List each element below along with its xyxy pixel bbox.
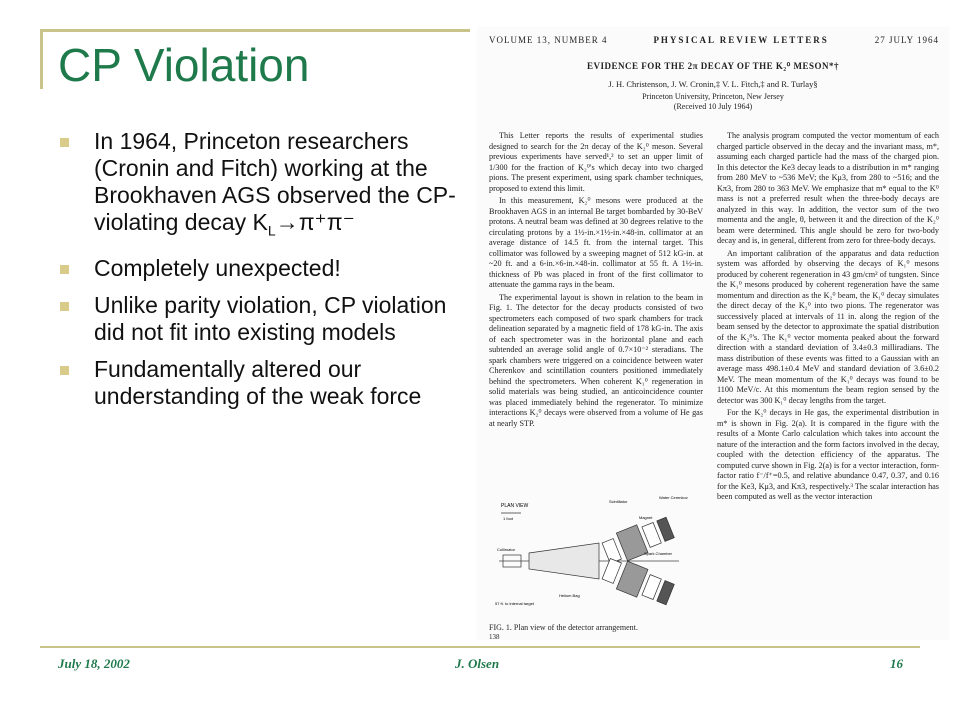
bullet-text: In 1964, Princeton researchers (Cronin and Fitch) working at the Brookhaven AGS observed the CP-violating decay K <box>94 128 456 235</box>
paper-title: EVIDENCE FOR THE 2π DECAY OF THE K₂⁰ MESON*† <box>587 61 839 71</box>
paper-scan <box>477 27 949 640</box>
footer-date: July 18, 2002 <box>58 656 130 671</box>
paper-left-column <box>489 131 703 431</box>
bullet-item <box>56 255 476 282</box>
footer-page-number: 16 <box>890 656 903 671</box>
figure-label-magnet: Magnet <box>639 515 653 520</box>
frame-bottom-line <box>40 646 920 648</box>
paper-paragraph: In this measurement, K₂⁰ mesons were produced at the Brookhaven AGS in an internal Be target bombarded by 30-BeV protons. A neutral beam was defined at 30 degrees relative to the circulating protons by a 1½-in.×1½-in.×48-in. collimator at an average distance of 14.5 ft. from the internal target. This collimator was followed by a sweeping magnet of 512 kG-in. at ~20 ft. and a 6-in.×6-in.×48-in. collimator at 55 ft. A 1½-in. thickness of Pb was placed in front of the first collimator to attenuate the gamma rays in the beam. <box>489 196 703 289</box>
footer-author: J. Olsen <box>455 656 500 671</box>
figure-spark-chamber <box>642 575 661 600</box>
paper-journal: PHYSICAL REVIEW LETTERS <box>653 35 829 45</box>
figure-helium-bag <box>529 543 599 579</box>
figure-spark-chamber <box>642 522 661 547</box>
paper-page-number: 138 <box>489 633 500 640</box>
figure-label-collimator: Collimator <box>497 547 516 552</box>
figure-label-scale: 1 foot <box>503 516 514 521</box>
paper-header <box>489 35 939 45</box>
paper-date: 27 JULY 1964 <box>874 35 939 45</box>
bullet-subscript: L <box>267 222 276 239</box>
bullet-item <box>56 128 476 245</box>
bullet-text: Fundamentally altered our understanding of the weak force <box>94 355 422 409</box>
figure-caption: FIG. 1. Plan view of the detector arrangement. <box>489 623 638 632</box>
figure-label-plan-view: PLAN VIEW <box>501 503 529 509</box>
paper-affiliation <box>477 92 949 112</box>
bullet-item <box>56 292 476 346</box>
bullet-item <box>56 356 476 410</box>
bullet-square-icon <box>60 302 69 311</box>
paper-institution: Princeton University, Princeton, New Jersey <box>642 92 784 101</box>
figure-spark-chamber <box>602 559 621 584</box>
bullet-text: Unlike parity violation, CP violation did not fit into existing models <box>94 291 447 345</box>
figure-label-scintillator: Scintillator <box>609 499 628 504</box>
figure-label-target-note: 57 ft. to internal target <box>495 601 534 606</box>
bullet-list <box>56 128 476 420</box>
paper-paragraph: For the K₂⁰ decays in He gas, the experimental distribution in m* is shown in Fig. 2(a). It is compared in the figure with the results of a Monte Carlo calculation which takes into account the nature of the interaction and the form factors involved in the decay, coupled with the detection efficiency of the apparatus. The computed curve shown in Fig. 2(a) is for a vector interaction, form-factor ratio f⁻/f⁺=0.5, and relative abundance 0.47, 0.37, and 0.16 for the Ke3, Kμ3, and Kπ3, respectively.³ The scalar interaction has been computed as well as the vector interaction <box>717 408 939 501</box>
bullet-square-icon <box>60 265 69 274</box>
paper-paragraph: This Letter reports the results of experimental studies designed to search for the 2π decay of the K₂⁰ meson. Several previous experiments have served¹,² to set an upper limit of 1/300 for the fraction of K₂⁰'s which decay into two charged pions. The present experiment, using spark chamber techniques, proposed to extend this limit. <box>489 131 703 193</box>
detector-figure <box>489 493 703 623</box>
figure-label-water-cerenkov: Water Cerenkov <box>659 495 688 500</box>
figure-label-spark-chamber: Spark Chamber <box>644 551 673 556</box>
frame-left-line <box>40 29 43 89</box>
bullet-decay: →π⁺π⁻ <box>275 209 355 235</box>
paper-paragraph: An important calibration of the apparatus and data reduction system was afforded by observing the decays of K₁⁰ mesons produced by coherent regeneration in 43 gm/cm² of tungsten. Since the K₁⁰ mesons produced by coherent regeneration have the same momentum and direction as the K₂⁰ beam, the K₁⁰ decay simulates the direct decay of the K₂⁰ into two pions. The regenerator was successively placed at intervals of 11 in. along the region of the beam sensed by the detector to approximate the spatial distribution of the K₂⁰'s. The K₁⁰ vector momenta peaked about the forward direction with a standard deviation of 3.4±0.3 milliradians. The mass distribution of these events was fitted to a Gaussian with an average mass 498.1±0.4 MeV and standard deviation of 3.6±0.2 MeV. The mean momentum of the K₁⁰ decays was found to be 1100 MeV/c. At this momentum the beam region sensed by the detector was 300 K₁⁰ decay lengths from the target. <box>717 248 939 405</box>
figure-lower-spectrometer <box>601 555 676 609</box>
paper-paragraph: The experimental layout is shown in relation to the beam in Fig. 1. The detector for the decay products consisted of two spectrometers each composed of two spark chambers for track delineation separated by a magnetic field of 178 kG-in. The axis of each spectrometer was in the horizontal plane and each subtended an average solid angle of 0.7×10⁻² steradians. The spark chambers were triggered on a coincidence between water Cherenkov and scintillation counters positioned immediately behind the spectrometers. When coherent K₁⁰ regeneration in solid materials was being studied, an anticoincidence counter was placed immediately behind the regenerator. To minimize interactions K₂⁰ decays were observed from a volume of He gas at nearly STP. <box>489 292 703 428</box>
slide-title: CP Violation <box>58 39 310 91</box>
bullet-text: Completely unexpected! <box>94 254 341 281</box>
bullet-square-icon <box>60 366 69 375</box>
paper-paragraph: The analysis program computed the vector momentum of each charged particle observed in the decay and the invariant mass, m*, assuming each charged particle had the mass of the charged pion. In this detector the Ke3 decay leads to a distribution in m* ranging from 280 MeV to ~536 MeV; the Kμ3, from 280 to ~516; and the Kπ3, from 280 to 363 MeV. We emphasize that m* equal to the K⁰ mass is not a preferred result when the three-body decays are analyzed in this way. In addition, the vector sum of the two momenta and the angle, θ, between it and the direction of the K₂⁰ beam were determined. This angle should be zero for two-body decay and is, in general, different from zero for three-body decays. <box>717 131 939 245</box>
frame-top-line <box>40 29 470 32</box>
paper-volume: VOLUME 13, NUMBER 4 <box>489 35 608 45</box>
paper-received: (Received 10 July 1964) <box>673 102 753 111</box>
bullet-square-icon <box>60 138 69 147</box>
paper-right-column <box>717 131 939 505</box>
figure-label-helium-bag: Helium Bag <box>559 593 580 598</box>
paper-authors: J. H. Christenson, J. W. Cronin,‡ V. L. Fitch,‡ and R. Turlay§ <box>608 79 818 89</box>
